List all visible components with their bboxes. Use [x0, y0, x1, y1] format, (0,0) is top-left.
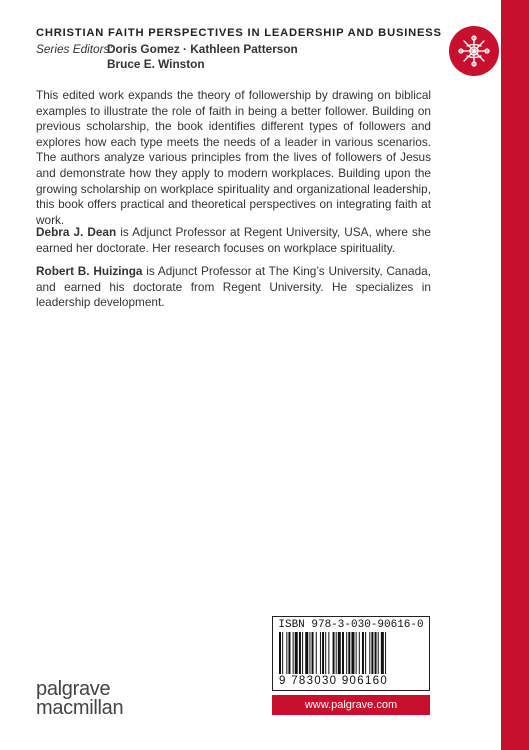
barcode-bar [299, 632, 301, 674]
barcode-bar [282, 632, 283, 674]
barcode-bar [325, 632, 326, 674]
barcode-bar [316, 632, 317, 674]
barcode-bar [359, 632, 360, 674]
barcode-bar [362, 632, 364, 674]
barcode-bar [381, 632, 384, 674]
barcode-bar [312, 632, 314, 674]
barcode-bar [378, 632, 379, 674]
barcode-bar [351, 632, 354, 674]
barcode-bar [293, 632, 294, 674]
barcode-bar [295, 632, 298, 674]
barcode-bar [309, 632, 310, 674]
spine-color-band [501, 0, 529, 750]
barcode-bar [342, 632, 344, 674]
series-title: CHRISTIAN FAITH PERSPECTIVES IN LEADERSHIP AND BUSINESS [36, 27, 442, 39]
barcode-bar [286, 632, 287, 674]
barcode-bar [328, 632, 329, 674]
barcode-digits: 9 783030 906160 [279, 675, 389, 687]
author-bio-text: is Adjunct Professor at The King’s University, Canada, and earned his doctorate from Regent University. He specializes in leadership development. [36, 264, 432, 310]
book-description: This edited work expands the theory of followership by drawing on biblical examples to illustrate the role of faith in being a better follower. Building on previous scholarship, the book identifies different types of followers and explores how each type meets the needs of a leader in various scenarios. The authors analyze various principles from the lives of followers of Jesus and demonstrate how they apply to modern workplaces. Building upon the growing scholarship on workplace spirituality and organizational leadership, this book offers practical and theoretical perspectives on integrating faith at work. [36, 88, 431, 227]
series-editors-label: Series Editors: [36, 42, 113, 56]
barcode-bar [385, 632, 386, 674]
author-bio-text: is Adjunct Professor at Regent University, USA, where she earned her doctorate. Her research focuses on workplace spirituality. [36, 225, 431, 255]
barcode-bar [338, 632, 341, 674]
series-editors-names: Doris Gomez · Kathleen Patterson [107, 42, 298, 56]
barcode-bar [333, 632, 335, 674]
author-bio [36, 264, 431, 311]
barcode-bar [375, 632, 377, 674]
barcode [279, 632, 423, 674]
barcode-bar [369, 632, 370, 674]
publisher-logo-macmillan: macmillan [36, 697, 124, 719]
barcode-bar [356, 632, 357, 674]
barcode-bar [322, 632, 324, 674]
barcode-bar [348, 632, 350, 674]
barcode-bar [320, 632, 321, 674]
barcode-bar [371, 632, 373, 674]
barcode-bar [365, 632, 366, 674]
barcode-bar [302, 632, 303, 674]
isbn-label: ISBN 978-3-030-90616-0 [278, 619, 424, 631]
author-name: Robert B. Huizinga [36, 264, 143, 278]
barcode-bar [305, 632, 308, 674]
barcode-bar [336, 632, 337, 674]
isbn-barcode-box [272, 616, 430, 691]
barcode-bar [288, 632, 290, 674]
barcode-bar [279, 632, 281, 674]
barcode-bar [346, 632, 347, 674]
publisher-logo-palgrave: palgrave [36, 678, 111, 700]
author-name: Debra J. Dean [36, 225, 117, 239]
series-editors-names-continued: Bruce E. Winston [107, 57, 205, 71]
publisher-url[interactable]: www.palgrave.com [272, 695, 430, 715]
author-bio [36, 225, 431, 256]
